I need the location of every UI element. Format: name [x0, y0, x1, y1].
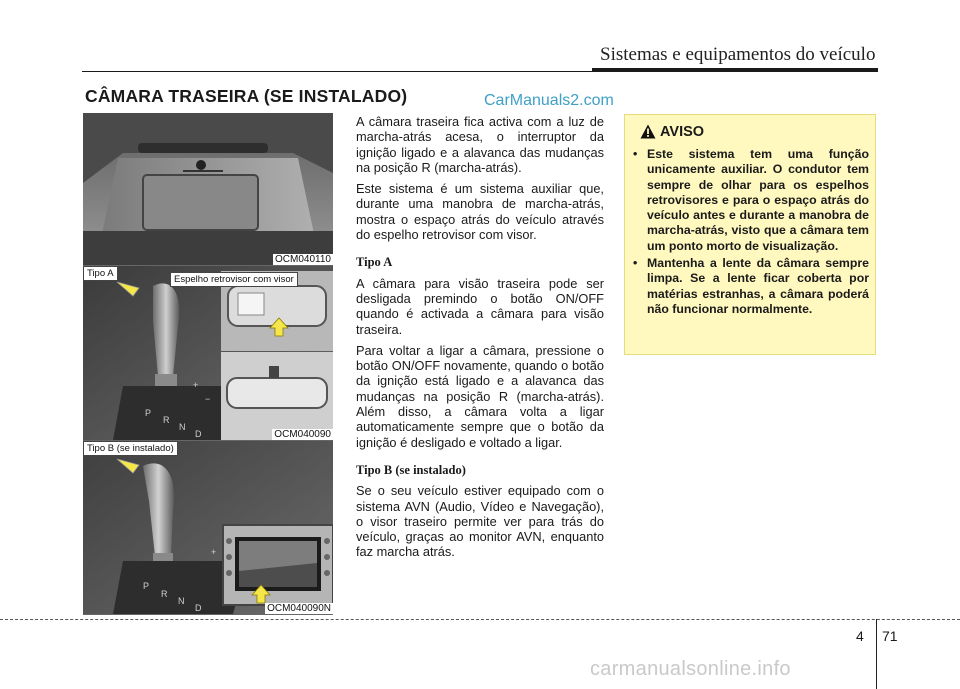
subheading-type-a: Tipo A [356, 255, 393, 270]
warning-item [633, 256, 869, 317]
warning-item-text: Mantenha a lente da câmara sempre limpa. Se a lente ficar coberta por matérias estranhas, a câmara poderá não funcionar normalmente. [647, 256, 869, 316]
svg-text:P: P [145, 408, 152, 418]
callout-type-a: Tipo A [83, 266, 118, 281]
svg-text:D: D [195, 603, 202, 613]
warning-box [624, 114, 876, 355]
warning-item [633, 147, 869, 254]
warning-title: AVISO [660, 124, 705, 140]
paragraph: A câmara para visão traseira pode ser desligada premindo o botão ON/OFF quando é activada a câmara para visão traseira. [356, 275, 604, 337]
figure-code: OCM040110 [275, 254, 331, 265]
watermark-bottom[interactable]: carmanualsonline.info [590, 658, 791, 680]
svg-text:+: + [211, 547, 217, 557]
header-rule [82, 71, 878, 72]
warning-item-text: Este sistema tem uma função unicamente auxiliar. O condutor tem sempre de olhar para os espelhos retrovisores e para o espaço atrás do veículo antes e durante a manobra de marcha-atrás, visto que a câmara tem um ponto morto de visualização. [647, 147, 869, 253]
footer-rule [0, 619, 960, 620]
svg-text:+: + [193, 380, 199, 390]
svg-text:R: R [161, 589, 168, 599]
callout-mirror: Espelho retrovisor com visor [170, 272, 298, 287]
svg-text:D: D [195, 429, 202, 439]
svg-text:R: R [163, 415, 170, 425]
paragraph: Se o seu veículo estiver equipado com o sistema AVN (Audio, Vídeo e Navegação), o visor traseiro permite ver para trás do veículo, graças ao monitor AVN, enquanto faz marcha atrás. [356, 483, 604, 560]
paragraph: A câmara traseira fica activa com a luz de marcha-atrás acesa, o interruptor da ignição ligado e a alavanca das mudanças na posição R (marcha-atrás). [356, 114, 604, 175]
watermark-top[interactable]: CarManuals2.com [484, 92, 614, 109]
callout-type-b: Tipo B (se instalado) [83, 441, 178, 456]
page-number-separator [876, 619, 877, 689]
figure-type-b-photo [83, 441, 333, 615]
paragraph: Este sistema é um sistema auxiliar que, durante uma manobra de marcha-atrás, mostra o espaço atrás do veículo através do espelho retrovisor com visor. [356, 181, 604, 243]
figure-rear-camera-photo [83, 113, 333, 266]
bullet: • [633, 256, 638, 271]
svg-text:P: P [143, 581, 150, 591]
section-title: CÂMARA TRASEIRA (SE INSTALADO) [85, 86, 408, 106]
header-title: Sistemas e equipamentos do veículo [600, 44, 876, 65]
subheading-type-b: Tipo B (se instalado) [356, 462, 466, 477]
svg-text:N: N [178, 596, 185, 606]
figure-type-a-photo [83, 266, 333, 441]
warning-triangle-icon [640, 124, 656, 139]
chapter-number: 4 [856, 628, 864, 644]
figure-code: OCM040090 [274, 429, 331, 440]
paragraph: Para voltar a ligar a câmara, pressione o botão ON/OFF novamente, quando o botão da ignição está ligado e a alavanca das mudanças na posição R (marcha-atrás). Além disso, a câmara volta a ligar automaticamente sempre que o botão da ignição é desligado e voltado a ligar. [356, 342, 604, 450]
svg-text:N: N [179, 422, 186, 432]
svg-text:−: − [205, 394, 211, 404]
bullet: • [633, 147, 638, 161]
figure-code: OCM040090N [267, 603, 331, 614]
warning-list [633, 147, 869, 319]
body-text [356, 114, 604, 566]
page-number: 71 [882, 628, 898, 644]
